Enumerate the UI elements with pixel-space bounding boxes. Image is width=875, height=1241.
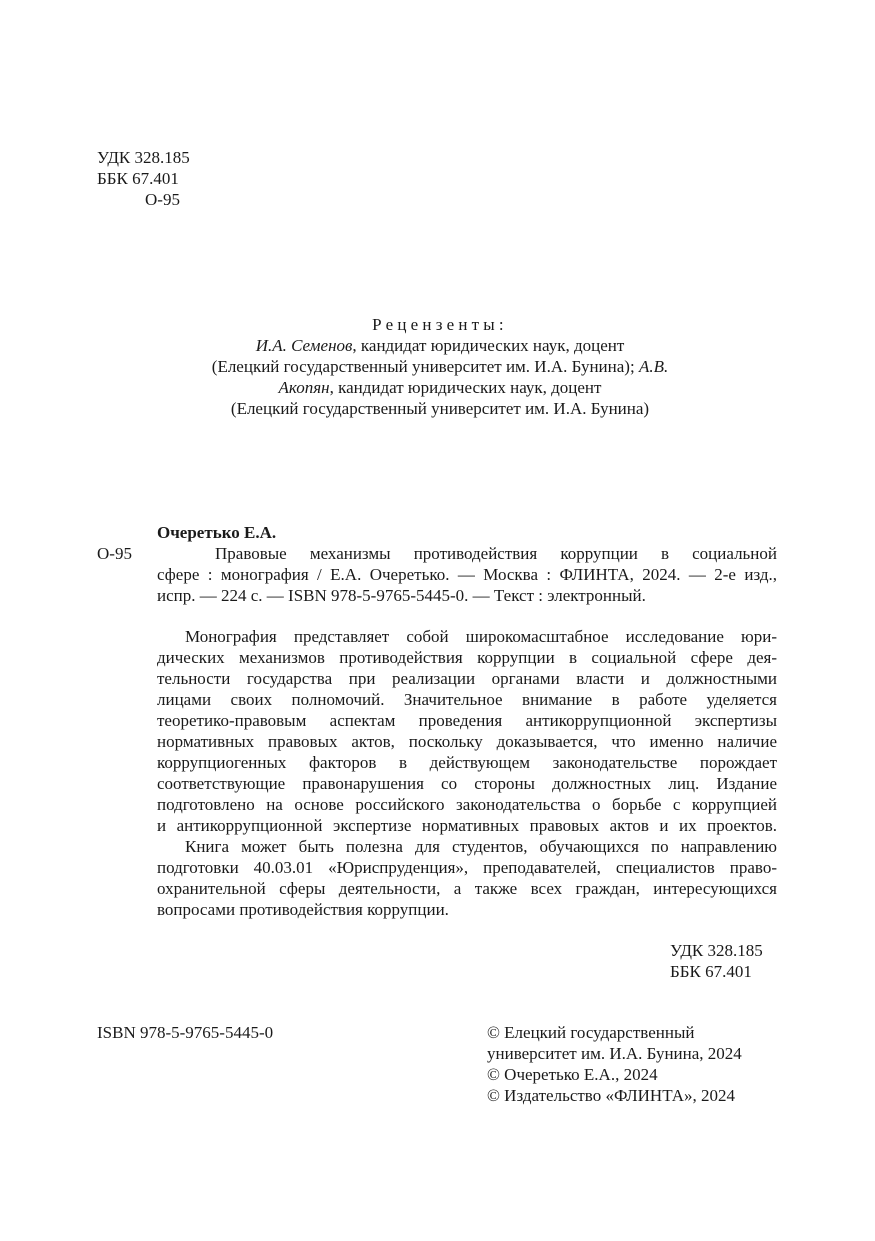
abstract-line: нормативных правовых актов, поскольку доказывается, что именно наличие — [157, 732, 777, 751]
reviewer-1-title: , кандидат юридических наук, доцент — [352, 336, 625, 355]
isbn: ISBN 978-5-9765-5445-0 — [97, 1023, 274, 1042]
abstract-line: и антикоррупционной экспертизе нормативных правовых актов и их проектов. — [157, 816, 777, 835]
abstract-line: Монография представляет собой широкомасштабное исследование юри- — [185, 627, 777, 646]
abstract-line: лицами своих полномочий. Значительное внимание в работе уделяется — [157, 690, 777, 709]
copyright-line: университет им. И.А. Бунина, 2024 — [487, 1044, 742, 1063]
abstract-line: Книга может быть полезна для студентов, обучающихся по направлению — [185, 837, 777, 856]
abstract-line: вопросами противодействия коррупции. — [157, 900, 449, 919]
abstract-line: дических механизмов противодействия коррупции в социальной сфере дея- — [157, 648, 777, 667]
abstract-line: подготовки 40.03.01 «Юриспруденция», преподавателей, специалистов право- — [157, 858, 777, 877]
udk-code-bottom: УДК 328.185 — [670, 941, 763, 960]
reviewer-1-org: (Елецкий государственный университет им. И.А. Бунина); — [211, 357, 635, 376]
bibliographic-description — [157, 543, 777, 606]
bbk-code: ББК 67.401 — [97, 169, 179, 188]
copyright-line: © Издательство «ФЛИНТА», 2024 — [487, 1086, 736, 1105]
author-sign-code: О-95 — [145, 190, 180, 209]
abstract-line: соответствующие правонарушения со стороны должностных лиц. Издание — [157, 774, 777, 793]
copyright-line: © Елецкий государственный — [487, 1023, 695, 1042]
classification-codes-top — [97, 147, 190, 210]
reviewer-2-initials: А.В. — [638, 357, 669, 376]
copyright-line: © Очеретько Е.А., 2024 — [487, 1065, 658, 1084]
bib-code: О-95 — [97, 544, 132, 563]
bib-line-1: Правовые механизмы противодействия коррупции в социальной — [215, 544, 777, 563]
reviewers-block — [150, 314, 730, 419]
abstract-line: охранительной сферы деятельности, а также всех граждан, интересующихся — [157, 879, 777, 898]
udk-code: УДК 328.185 — [97, 148, 190, 167]
reviewer-1-org-line — [150, 356, 730, 377]
abstract-line: коррупциогенных факторов в действующем законодательстве порождает — [157, 753, 777, 772]
reviewer-2-surname: Акопян — [278, 378, 330, 397]
reviewer-2-title: , кандидат юридических наук, доцент — [329, 378, 602, 397]
classification-codes-bottom — [670, 940, 763, 982]
reviewer-1-name: И.А. Семенов — [255, 336, 353, 355]
reviewer-2-org: (Елецкий государственный университет им. И.А. Бунина) — [230, 399, 650, 418]
author-name: Очеретько Е.А. — [157, 523, 277, 542]
copyright-block — [487, 1022, 742, 1106]
reviewers-heading: Рецензенты: — [372, 315, 508, 334]
bbk-code-bottom: ББК 67.401 — [670, 962, 752, 981]
reviewer-2 — [150, 377, 730, 398]
abstract-line: теоретико-правовым аспектам проведения антикоррупционной экспертизы — [157, 711, 777, 730]
reviewer-1 — [150, 335, 730, 356]
abstract — [157, 626, 777, 920]
abstract-line: тельности государства при реализации органами власти и должностными — [157, 669, 777, 688]
bib-line-3: испр. — 224 с. — ISBN 978-5-9765-5445-0. — Текст : электронный. — [157, 586, 646, 605]
bib-line-2: сфере : монография / Е.А. Очеретько. — Москва : ФЛИНТА, 2024. — 2-е изд., — [157, 565, 777, 584]
abstract-line: подготовлено на основе российского законодательства о борьбе с коррупцией — [157, 795, 777, 814]
